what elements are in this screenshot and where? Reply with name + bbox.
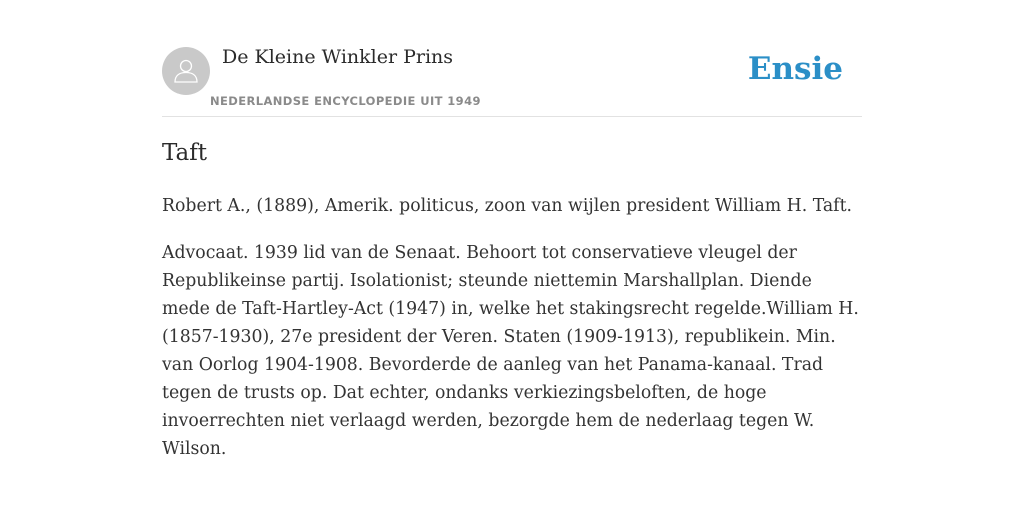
author-subtitle: NEDERLANDSE ENCYCLOPEDIE UIT 1949	[210, 94, 481, 108]
header	[162, 0, 862, 117]
article-paragraph: Advocaat. 1939 lid van de Senaat. Behoort tot conservatieve vleugel der Republikeinse partij. Isolationist; steunde niettemin Marshallplan. Diende mede de Taft-Hartley-Act (1947) in, welke het stakingsrecht regelde.William H. (1857-1930), 27e president der Veren. Staten (1909-1913), republikein. Min. van Oorlog 1904-1908. Bevorderde de aanleg van het Panama-kanaal. Trad tegen de trusts op. Dat echter, ondanks verkiezingsbeloften, de hoge invoerrechten niet verlaagd werden, bezorgde hem de nederlaag tegen W. Wilson.	[162, 243, 859, 459]
brand-logo[interactable]: Ensie	[747, 51, 843, 87]
article-paragraph: Robert A., (1889), Amerik. politicus, zoon van wijlen president William H. Taft.	[162, 196, 853, 216]
page	[162, 0, 862, 459]
author-name[interactable]: De Kleine Winkler Prins	[222, 46, 454, 68]
page-title: Taft	[162, 140, 208, 166]
avatar[interactable]	[162, 47, 210, 95]
user-icon	[171, 56, 201, 86]
